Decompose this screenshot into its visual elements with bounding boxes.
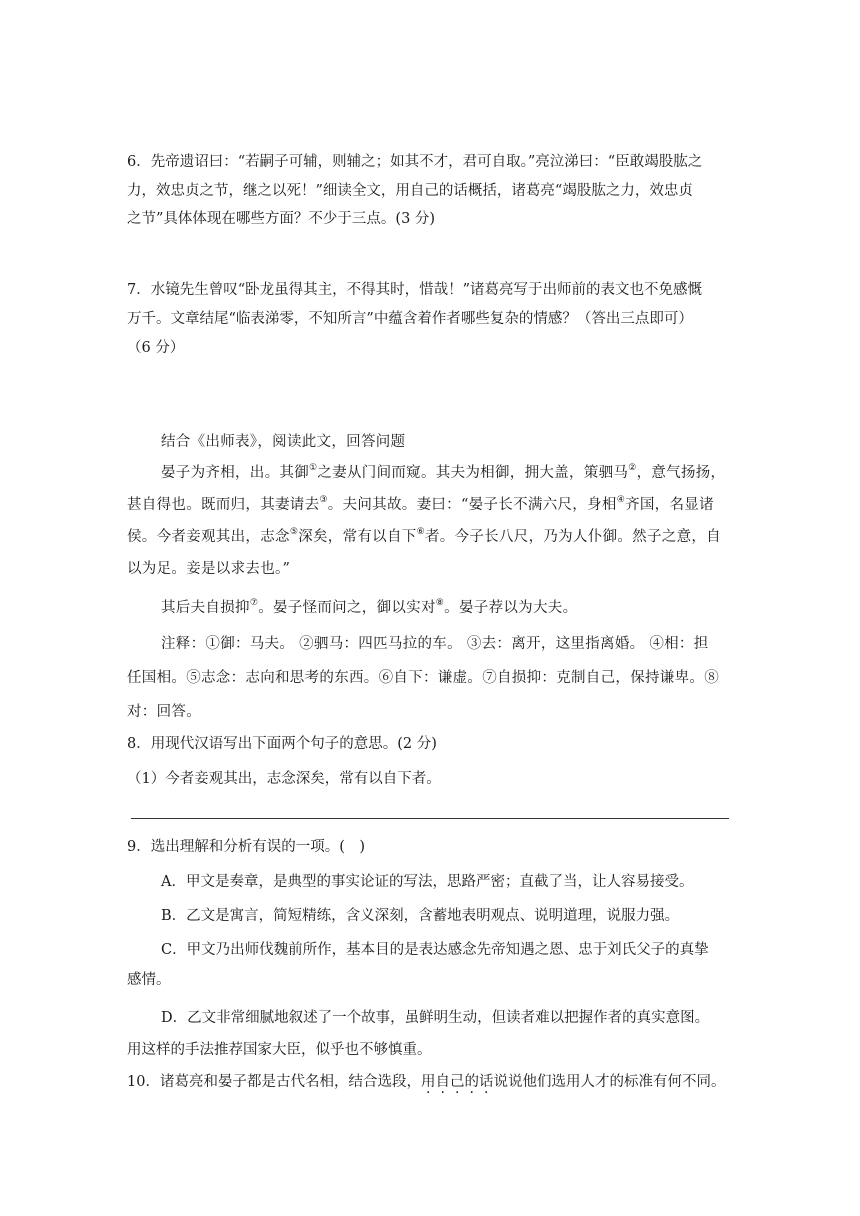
emphasis-char: 用 [420,1074,436,1090]
emphasis-char: 己 [449,1074,465,1090]
question-8-title: 8．用现代汉语写出下面两个句子的意思。(2 分) [127,736,437,752]
passage-intro: 结合《出师表》，阅读此文，回答问题 [161,434,406,450]
option-d-line-1: D．乙文非常细腻地叙述了一个故事，虽鲜明生动，但读者难以把握作者的真实意图。 [161,1010,710,1026]
answer-line [131,818,729,819]
passage-line-5: 其后夫自损抑⑦。晏子怪而问之，御以实对⑧。晏子荐以为大夫。 [161,598,578,616]
notes-line-1: 注释：①御：马夫。 ②驷马：四匹马拉的车。 ③去：离开，这里指离婚。 ④相：担 [161,636,709,652]
option-a: A．甲文是奏章，是典型的事实论证的写法，思路严密；直截了当，让人容易接受。 [161,874,694,890]
option-b: B．乙文是寓言，简短精练，含义深刻，含蓄地表明观点、说明道理，说服力强。 [161,908,680,924]
question-10-text: 10．诸葛亮和晏子都是古代名相，结合选段，用自己的话说说他们选用人才的标准有何不同。 [127,1074,726,1090]
question-6-line-3: 之节”具体体现在哪些方面？不少于三点。(3 分) [127,211,436,227]
passage-line-1: 晏子为齐相，出。其御①之妻从门间而窥。其夫为相御，拥大盖，策驷马②，意气扬扬， [161,463,726,481]
question-7-line-3: （6 分） [127,340,185,356]
question-9-title: 9．选出理解和分析有误的一项。( ) [127,839,366,855]
question-6-line-2: 力，效忠贞之节，继之以死！”细读全文，用自己的话概括，诸葛亮“竭股肱之力，效忠贞 [127,183,693,199]
notes-line-3: 对：回答。 [127,704,201,720]
passage-line-2: 甚自得也。既而归，其妻请去③。夫问其故。妻曰：“晏子长不满六尺，身相④齐国，名显诸 [127,495,714,513]
emphasis-char: 话 [478,1074,494,1090]
notes-line-2: 任国相。⑤志念：志向和思考的东西。⑥自下：谦虚。⑦自损抑：克制自己，保持谦卑。⑧ [127,670,719,686]
question-7-line-2: 万千。文章结尾“临表涕零，不知所言”中蕴含着作者哪些复杂的情感？（答出三点即可） [127,311,693,327]
emphasis-char: 自 [435,1074,450,1090]
emphasis-char: 的 [464,1074,479,1090]
question-7-line-1: 7．水镜先生曾叹“卧龙虽得其主，不得其时，惜哉！”诸葛亮写于出师前的表文也不免感慨 [127,282,703,298]
passage-line-4: 以为足。妾是以求去也。” [127,561,291,577]
option-c-line-1: C．甲文乃出师伐魏前所作，基本目的是表达感念先帝知遇之恩、忠于刘氏父子的真挚 [161,942,709,958]
option-c-line-2: 感情。 [127,972,171,988]
option-d-line-2: 用这样的手法推荐国家大臣，似乎也不够慎重。 [127,1042,432,1058]
question-8-item-1: （1）今者妾观其出，志念深矣，常有以自下者。 [127,771,441,787]
passage-line-3: 侯。今者妾观其出，志念⑤深矣，常有以自下⑥者。今子长八尺，乃为人仆御。然子之意，自 [127,527,721,545]
question-6-line-1: 6．先帝遗诏曰：“若嗣子可辅，则辅之；如其不才，君可自取。”亮泣涕曰：“臣敢竭股肱之 [127,154,703,170]
